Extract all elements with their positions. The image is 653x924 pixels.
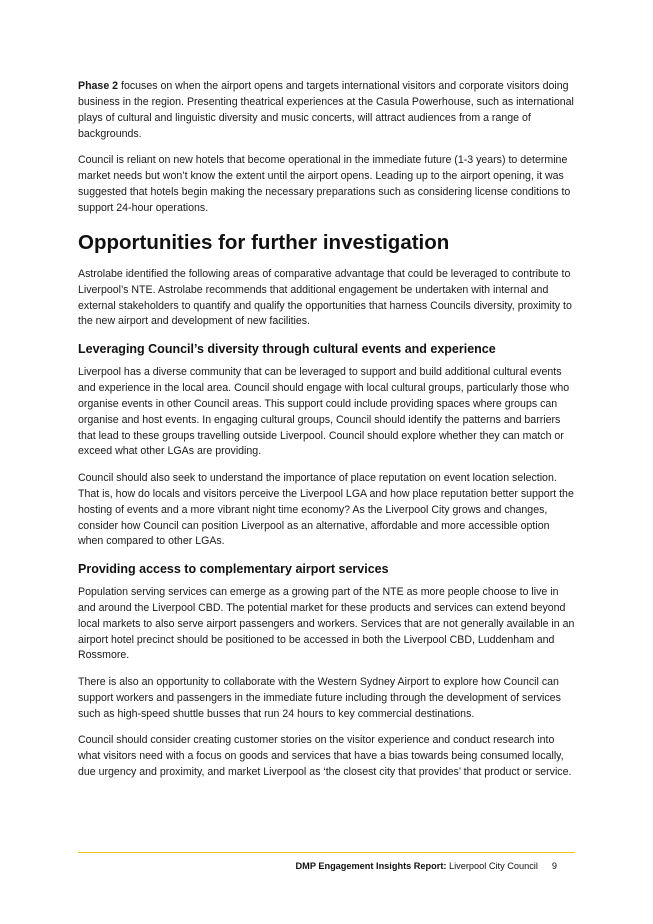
intro-paragraph-2: Council is reliant on new hotels that become operational in the immediate future (1-3 years) to determine market needs but won’t know the extent until the airport opens. Leading up to the airport opening, it was suggested that hotels begin making the necessary preparations such as considering license conditions to support 24-hour operations. — [78, 154, 571, 214]
section-intro: Astrolabe identified the following areas of comparative advantage that could be leveraged to contribute to Liverpool’s NTE. Astrolabe recommends that additional engagement be undertaken with internal and external stakeholders to quantify and qualify the opportunities that harness Councils diversity, proximity to the new airport and development of new facilities. — [78, 267, 572, 328]
page-content — [78, 79, 575, 791]
page-footer — [296, 860, 557, 872]
phase-label: Phase 2 — [78, 80, 119, 92]
diversity-paragraph-2: Council should also seek to understand the importance of place reputation on event location selection. That is, how do locals and visitors perceive the Liverpool LGA and how place reputation better support the hosting of events and a more vibrant night time economy? As the Liverpool City grows and changes, consider how Council can position Liverpool as an alternative, affordable and more accessible option when compared to other LGAs. — [78, 471, 574, 548]
phase-text: focuses on when the airport opens and targets international visitors and corporate visitors doing business in the region. Presenting theatrical experiences at the Casula Powerhouse, such as international plays of cultural and linguistic diversity and music concerts, will attract audiences from a range of backgrounds. — [78, 80, 574, 140]
page-number: 9 — [551, 861, 557, 871]
diversity-paragraph-1: Liverpool has a diverse community that can be leveraged to support and build additional cultural events and experience in the local area. Council should engage with local cultural groups, particularly those who organise events in other Council areas. This support could include providing spaces where groups can organise and host events. In engaging cultural groups, Council should identify the patterns and barriers that lead to these groups travelling outside Liverpool. Council should explore whether they can match or exceed what other LGAs are providing. — [78, 365, 570, 458]
airport-paragraph-3: Council should consider creating customer stories on the visitor experience and conduct research into what visitors need with a focus on goods and services that have a bias towards being consumed locally, due urgency and proximity, and market Liverpool as ‘the closest city that provides’ that product or service. — [78, 734, 572, 778]
airport-paragraph-1: Population serving services can emerge as a growing part of the NTE as more people choose to live in and around the Liverpool CBD. The potential market for these products and services can extend beyond local markets to also serve airport passengers and workers. Services that are not generally available in an airport hotel precinct should be positioned to be accessed in both the Liverpool CBD, Luddenham and Rossmore. — [78, 585, 575, 662]
intro-paragraph-1 — [78, 79, 575, 143]
section-title: Opportunities for further investigation — [78, 230, 450, 254]
footer-rule — [78, 852, 575, 853]
subheading-airport-services: Providing access to complementary airport services — [78, 561, 389, 576]
airport-paragraph-2: There is also an opportunity to collaborate with the Western Sydney Airport to explore how Council can support workers and passengers in the immediate future including through the development of services such as high-speed shuttle busses that run 24 hours to key commercial destinations. — [78, 675, 561, 720]
footer-client: Liverpool City Council — [446, 861, 538, 871]
footer-report-title: DMP Engagement Insights Report: — [295, 861, 447, 871]
subheading-diversity: Leveraging Council’s diversity through cultural events and experience — [78, 341, 496, 356]
